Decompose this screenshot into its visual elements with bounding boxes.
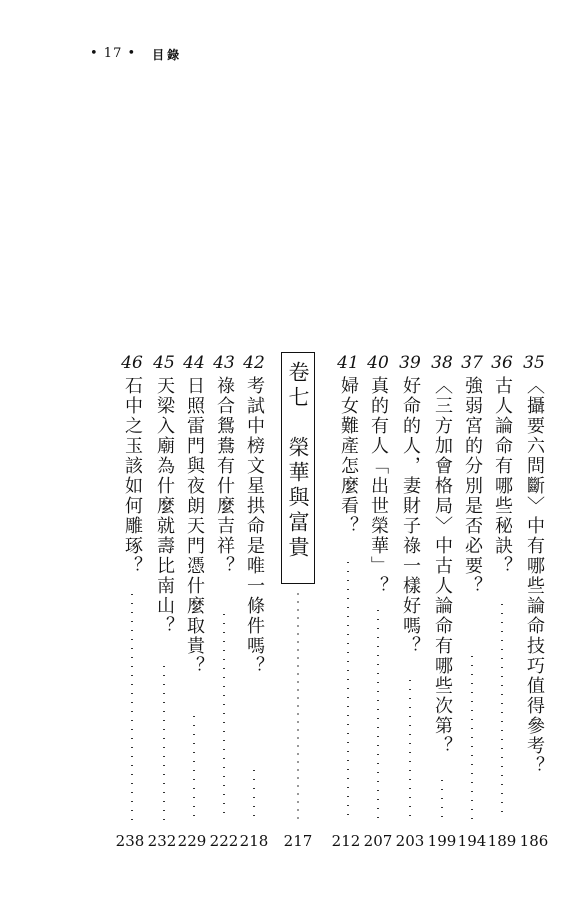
entry-number: 41 — [337, 353, 359, 373]
leader-dots — [490, 600, 514, 820]
entry-title: 考試中榜文星拱命是唯一條件嗎？ — [244, 376, 265, 676]
entry-number: 39 — [399, 353, 421, 373]
header-title: 目錄 — [152, 48, 183, 62]
entry-page: 229 — [177, 832, 207, 850]
entry-page: 207 — [363, 832, 393, 850]
volume-heading — [281, 352, 315, 584]
entry-title: 石中之玉該如何雕琢？ — [122, 376, 143, 576]
entry-title: 好命的人，妻財子祿一樣好嗎？ — [400, 376, 421, 656]
leader-dots — [152, 662, 176, 820]
running-header — [90, 46, 182, 63]
entry-number: 40 — [367, 353, 389, 373]
entry-number: 46 — [121, 353, 143, 373]
entry-title: 祿合鴛鴦有什麼吉祥？ — [214, 376, 235, 576]
entry-number: 42 — [243, 353, 265, 373]
leader-dots — [120, 590, 144, 820]
entry-number: 38 — [431, 353, 453, 373]
entry-page: 194 — [457, 832, 487, 850]
leader-dots — [398, 676, 422, 820]
entry-page: 203 — [395, 832, 425, 850]
leader-dots — [366, 606, 390, 820]
entry-title: 〈攝要六問斷〉中有哪些論命技巧值得參考？ — [524, 376, 545, 776]
entry-title: 婦女難產怎麼看？ — [338, 376, 359, 536]
leader-dots — [212, 610, 236, 820]
leader-dots — [182, 712, 206, 820]
entry-page: 232 — [147, 832, 177, 850]
header-page-number: • 17 • — [90, 46, 137, 61]
leader-dots — [460, 652, 484, 820]
entry-title: 古人論命有哪些秘訣？ — [492, 376, 513, 576]
leader-dots — [430, 776, 454, 820]
entry-number: 44 — [183, 353, 205, 373]
entry-page: 189 — [487, 832, 517, 850]
entry-number: 36 — [491, 353, 513, 373]
entry-title: 真的有人「出世榮華」？ — [368, 376, 389, 596]
leader-dots — [289, 590, 307, 820]
entry-page: 212 — [331, 832, 361, 850]
entry-page: 218 — [239, 832, 269, 850]
entry-page: 186 — [519, 832, 549, 850]
entry-title: 強弱宮的分別是否必要？ — [462, 376, 483, 596]
entry-title: 〈三方加會格局〉中古人論命有哪些次第？ — [432, 376, 453, 756]
volume-label: 卷七 榮華與富貴 — [286, 361, 310, 561]
leader-dots — [336, 558, 360, 820]
entry-title: 日照雷門與夜朗天門憑什麼取貴？ — [184, 376, 205, 676]
entry-number: 35 — [523, 353, 545, 373]
entry-page: 222 — [209, 832, 239, 850]
leader-dots — [242, 766, 266, 820]
entry-number: 45 — [153, 353, 175, 373]
volume-page: 217 — [283, 832, 313, 850]
toc-entry — [522, 352, 546, 852]
entry-number: 37 — [461, 353, 483, 373]
entry-title: 天梁入廟為什麼就壽比南山？ — [154, 376, 175, 636]
entry-page: 199 — [427, 832, 457, 850]
entry-page: 238 — [115, 832, 145, 850]
entry-number: 43 — [213, 353, 235, 373]
